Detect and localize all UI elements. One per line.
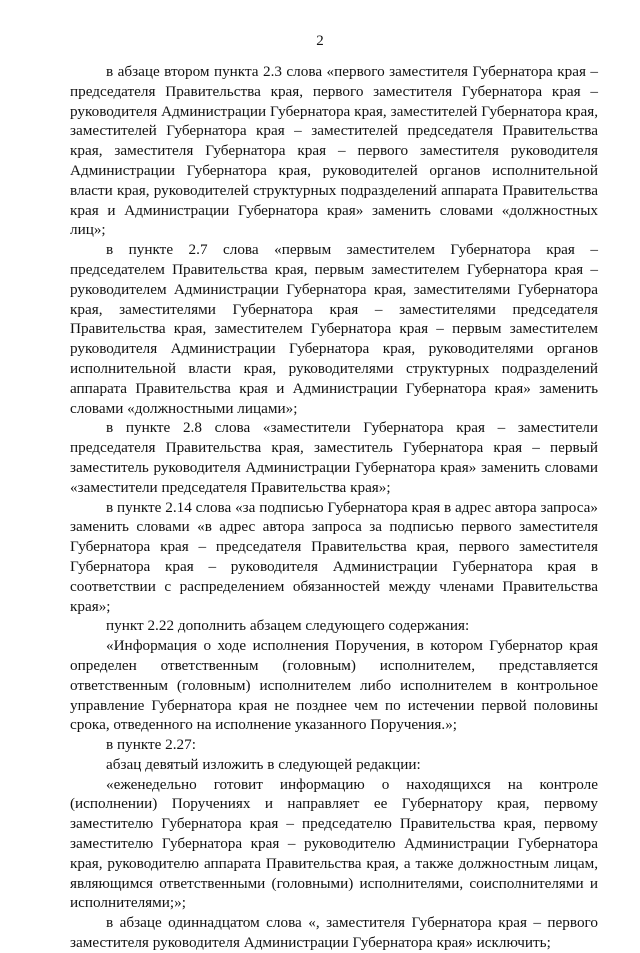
paragraph-clause-2-22-addition: «Информация о ходе исполнения Поручения, в котором Губернатор края определен ответственным (головным) исполнителем, представляется ответственным (головным) исполнителем либо исполнителем в контрольное управление Губернатора края не позднее чем по истечении первой половины срока, отведенного на исполнение указанного Поручения.»; xyxy=(70,637,598,734)
paragraph-clause-2-7: в пункте 2.7 слова «первым заместителем Губернатора края – председателем Правительства края, первым заместителем Губернатора края – руководителем Администрации Губернатора края, заместителями Губернатора края, заместителями Губернатора края – заместителями председателя Правительства края, заместителем Губернатора края – первым заместителем руководителя Администрации Губернатора края, руководителями органов исполнительной власти края, руководителями структурных подразделений аппарата Правительства края и Администрации Губернатора края» заменить словами «должностными лицами»; xyxy=(70,241,598,417)
paragraph-clause-2-8: в пункте 2.8 слова «заместители Губернатора края – заместители председателя Правительства края, заместитель Губернатора края – первый заместитель руководителя Администрации Губернатора края» заменить словами «заместители председателя Правительства края»; xyxy=(70,419,598,496)
paragraph-clause-2-22: пункт 2.22 дополнить абзацем следующего содержания: xyxy=(106,617,470,635)
paragraph-clause-2-27-ninth-intro: абзац девятый изложить в следующей редакции: xyxy=(106,755,421,773)
page-number: 2 xyxy=(316,33,324,49)
paragraph-clause-2-27: в пункте 2.27: xyxy=(106,736,196,754)
paragraph-clause-2-14: в пункте 2.14 слова «за подписью Губернатора края в адрес автора запроса» заменить словами «в адрес автора запроса за подписью первого заместителя Губернатора края – председателя Правительства края, первого заместителя Губернатора края – руководителя Администрации Губернатора края в соответствии с распределением обязанностей между членами Правительства края»; xyxy=(70,498,598,615)
paragraph-clause-2-27-eleventh: в абзаце одиннадцатом слова «, заместителя Губернатора края – первого заместителя руководителя Администрации Губернатора края» исключить; xyxy=(70,914,598,952)
paragraph-clause-2-27-ninth-text: «еженедельно готовит информацию о находящихся на контроле (исполнении) Поручениях и направляет ее Губернатору края, первому заместителю Губернатора края – председателю Правительства края, первому заместителю Губернатора края – руководителю Администрации Губернатора края, руководителю аппарата Правительства края, а также должностным лицам, являющимся ответственными (головными) исполнителями, соисполнителями и исполнителями;»; xyxy=(70,775,598,912)
document-body xyxy=(70,62,598,953)
paragraph-clause-2-3: в абзаце втором пункта 2.3 слова «первого заместителя Губернатора края – председателя Правительства края, первого заместителя Губернатора края – руководителя Администрации Губернатора края, заместителей Губернатора края, заместителей Губернатора края – заместителей председателя Правительства края, заместителя Губернатора края – первого заместителя руководителя Администрации Губернатора края, руководителей органов исполнительной власти края, руководителей структурных подразделений аппарата Правительства края и Администрации Губернатора края» заменить словами «должностных лиц»; xyxy=(70,63,598,239)
